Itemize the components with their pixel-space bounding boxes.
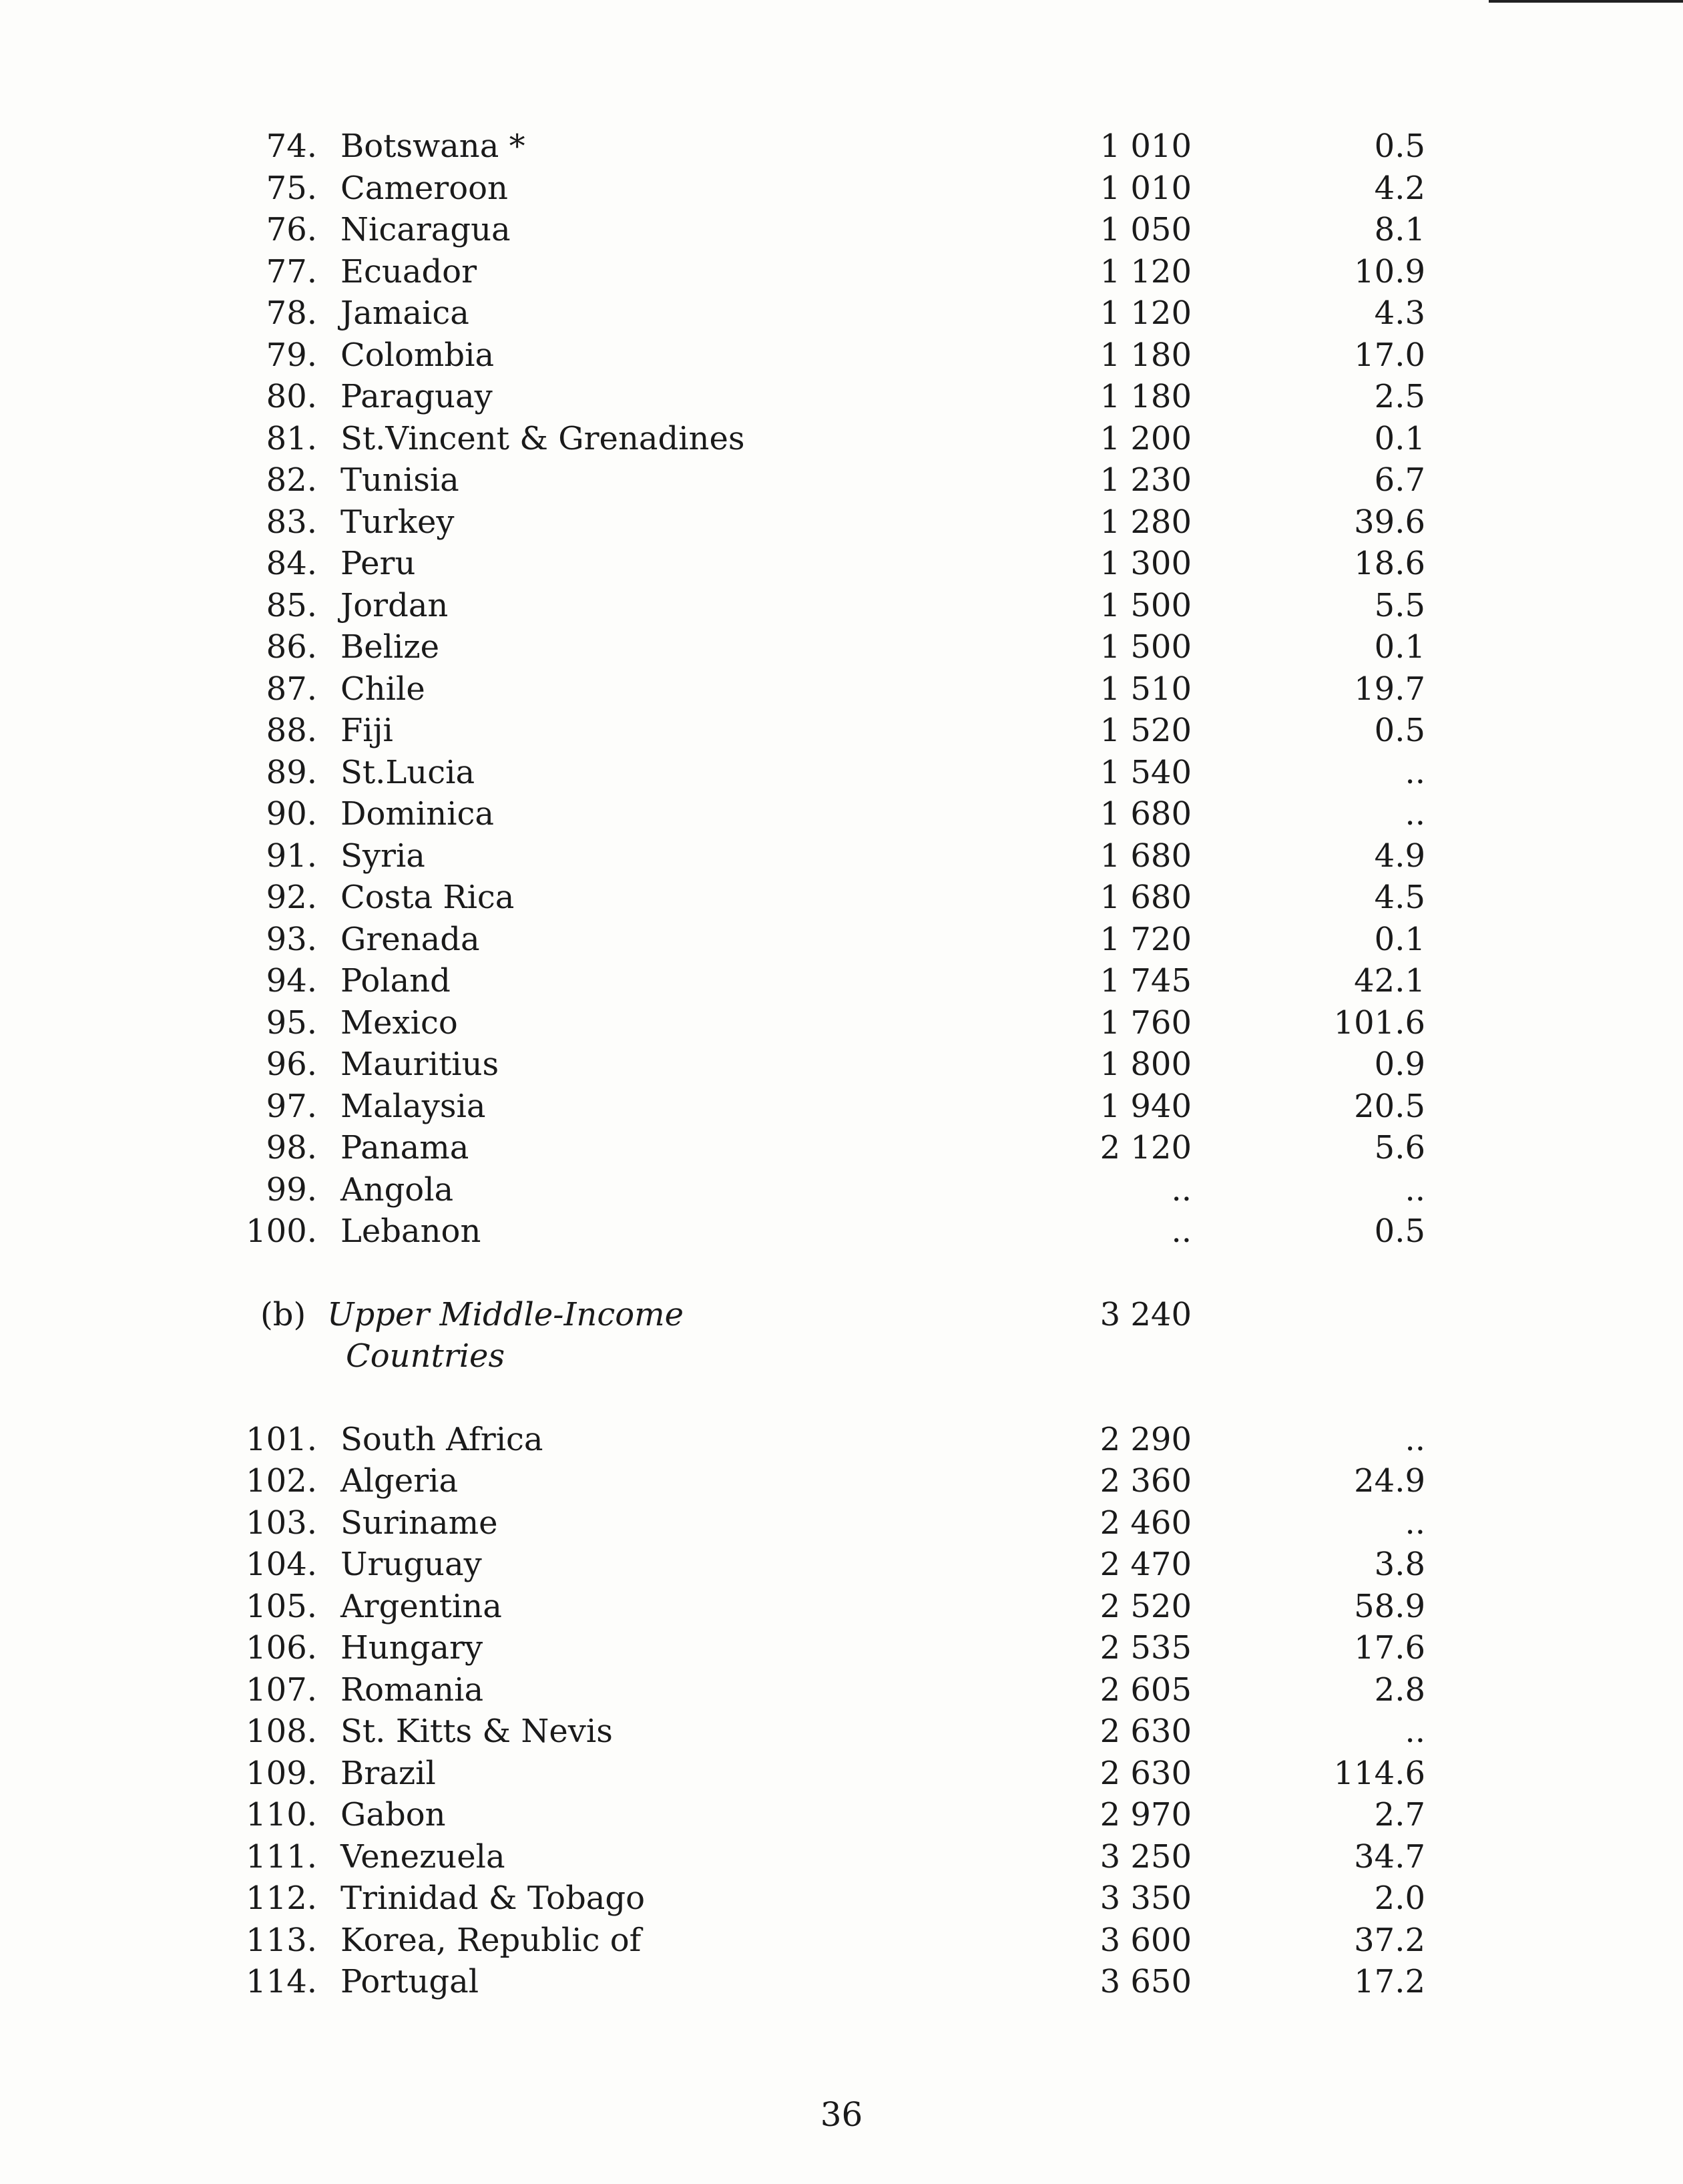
row-number: 97. [266, 1087, 317, 1125]
country-name: Tunisia [340, 461, 459, 499]
gnp-per-capita: 1 520 [1100, 712, 1192, 749]
country-name: South Africa [340, 1420, 543, 1458]
population-value: 8.1 [1374, 211, 1425, 248]
row-number: 104. [246, 1546, 317, 1583]
country-name: Mexico [340, 1004, 458, 1042]
table-row [240, 209, 1425, 251]
gnp-per-capita: 1 680 [1100, 837, 1192, 875]
table-row [240, 1211, 1425, 1253]
table-row [240, 668, 1425, 710]
country-name: Peru [340, 545, 416, 582]
gnp-per-capita: 1 940 [1100, 1087, 1192, 1125]
row-number: 113. [246, 1921, 317, 1959]
lower-middle-income-rows [240, 126, 1425, 1253]
row-number: 76. [266, 211, 317, 248]
population-value: .. [1405, 753, 1425, 791]
population-value: 6.7 [1374, 461, 1425, 499]
table-row [240, 1127, 1425, 1169]
table-row [240, 543, 1425, 585]
country-name: Poland [340, 962, 451, 1000]
gnp-per-capita: 1 720 [1100, 920, 1192, 958]
table-row [240, 1920, 1425, 1962]
country-name: Chile [340, 670, 425, 708]
table-row [240, 168, 1425, 210]
table-row [240, 1836, 1425, 1878]
table-row [240, 960, 1425, 1002]
row-number: 92. [266, 879, 317, 916]
gnp-per-capita: 1 050 [1100, 211, 1192, 248]
table-row [240, 1669, 1425, 1711]
country-name: Fiji [340, 712, 393, 749]
country-name: Botswana * [340, 128, 525, 165]
population-value: 0.1 [1374, 628, 1425, 666]
row-number: 105. [246, 1587, 317, 1625]
population-value: 0.5 [1374, 1213, 1425, 1250]
gnp-per-capita: 2 360 [1100, 1462, 1192, 1500]
table-row [240, 877, 1425, 919]
page-number: 36 [820, 2095, 863, 2134]
gnp-per-capita: 1 745 [1100, 962, 1192, 1000]
country-name: Algeria [340, 1462, 459, 1500]
gnp-per-capita: 2 630 [1100, 1754, 1192, 1792]
row-number: 91. [266, 837, 317, 875]
gnp-per-capita: 1 010 [1100, 128, 1192, 165]
country-name: Uruguay [340, 1546, 482, 1583]
table-row [240, 1169, 1425, 1211]
gnp-per-capita: 1 800 [1100, 1046, 1192, 1083]
population-value: 2.0 [1374, 1880, 1425, 1917]
gnp-per-capita: 1 280 [1100, 503, 1192, 541]
section-gnp-value: 3 240 [1100, 1295, 1192, 1333]
row-number: 101. [246, 1420, 317, 1458]
gnp-per-capita: 1 120 [1100, 294, 1192, 332]
population-value: 42.1 [1354, 962, 1425, 1000]
gnp-per-capita: 2 535 [1100, 1629, 1192, 1667]
country-name: Jamaica [340, 294, 469, 332]
row-number: 79. [266, 336, 317, 374]
population-value: .. [1405, 1170, 1425, 1209]
section-title [327, 1294, 684, 1377]
population-value: 0.5 [1374, 712, 1425, 749]
row-number: 111. [246, 1837, 317, 1876]
population-value: 2.5 [1374, 378, 1425, 415]
gnp-per-capita: .. [1171, 1170, 1192, 1209]
table-row [240, 1086, 1425, 1128]
population-value: 3.8 [1374, 1546, 1425, 1583]
gnp-per-capita: 2 605 [1100, 1671, 1192, 1709]
country-name: Jordan [340, 586, 449, 624]
country-name: Hungary [340, 1629, 483, 1667]
population-value: 58.9 [1354, 1587, 1425, 1625]
country-name: Nicaragua [340, 211, 511, 248]
table-row [240, 1627, 1425, 1669]
row-number: 89. [266, 753, 317, 791]
row-number: 100. [246, 1213, 317, 1250]
population-value: 4.5 [1374, 879, 1425, 916]
country-name: Ecuador [340, 252, 477, 290]
population-value: 39.6 [1354, 503, 1425, 541]
row-number: 85. [266, 586, 317, 624]
population-value: 4.2 [1374, 169, 1425, 207]
table-row [240, 793, 1425, 835]
population-value: 24.9 [1354, 1462, 1425, 1500]
population-value: 4.3 [1374, 294, 1425, 332]
table-row [240, 1044, 1425, 1086]
country-name: Lebanon [340, 1213, 481, 1250]
population-value: 34.7 [1354, 1837, 1425, 1876]
country-name: Costa Rica [340, 879, 515, 916]
row-number: 77. [266, 252, 317, 290]
gnp-per-capita: 2 290 [1100, 1420, 1192, 1458]
table-row [240, 1544, 1425, 1586]
table-row [240, 418, 1425, 460]
gnp-per-capita: 3 250 [1100, 1837, 1192, 1876]
table-row [240, 251, 1425, 293]
row-number: 96. [266, 1046, 317, 1083]
row-number: 102. [246, 1462, 317, 1500]
row-number: 81. [266, 419, 317, 457]
country-name: Trinidad & Tobago [340, 1880, 646, 1917]
section-heading-upper-middle-income [240, 1294, 1282, 1377]
row-number: 82. [266, 461, 317, 499]
country-table [240, 126, 1425, 2003]
population-value: 0.9 [1374, 1046, 1425, 1083]
row-number: 98. [266, 1129, 317, 1166]
gnp-per-capita: 1 200 [1100, 419, 1192, 457]
country-name: Portugal [340, 1963, 479, 2000]
section-title-line-1: Upper Middle-Income [327, 1295, 684, 1333]
country-name: Venezuela [340, 1837, 505, 1876]
row-number: 107. [246, 1671, 317, 1709]
population-value: .. [1405, 795, 1425, 833]
row-number: 114. [246, 1963, 317, 2000]
row-number: 99. [266, 1170, 317, 1209]
population-value: 101.6 [1333, 1004, 1425, 1042]
gnp-per-capita: 1 120 [1100, 252, 1192, 290]
table-row [240, 1711, 1425, 1753]
section-spacer [240, 1377, 1282, 1419]
table-row [240, 1460, 1425, 1502]
table-row [240, 835, 1425, 877]
country-name: Suriname [340, 1504, 498, 1542]
population-value: .. [1405, 1420, 1425, 1458]
population-value: 2.8 [1374, 1671, 1425, 1709]
population-value: .. [1405, 1504, 1425, 1542]
country-name: Romania [340, 1671, 484, 1709]
country-name: St.Vincent & Grenadines [340, 419, 745, 457]
row-number: 106. [246, 1629, 317, 1667]
country-name: St.Lucia [340, 753, 475, 791]
row-number: 88. [266, 712, 317, 749]
table-row [240, 1002, 1425, 1044]
country-name: St. Kitts & Nevis [340, 1713, 613, 1750]
gnp-per-capita: 2 520 [1100, 1587, 1192, 1625]
country-name: Panama [340, 1129, 469, 1166]
population-value: 0.1 [1374, 920, 1425, 958]
gnp-per-capita: 2 630 [1100, 1713, 1192, 1750]
population-value: 17.2 [1354, 1963, 1425, 2000]
country-name: Colombia [340, 336, 495, 374]
gnp-per-capita: 1 180 [1100, 378, 1192, 415]
section-spacer [240, 1253, 1282, 1294]
row-number: 103. [246, 1504, 317, 1542]
gnp-per-capita: 3 350 [1100, 1880, 1192, 1917]
country-name: Angola [340, 1170, 454, 1209]
table-row [240, 376, 1425, 418]
row-number: 83. [266, 503, 317, 541]
row-number: 90. [266, 795, 317, 833]
population-value: 10.9 [1354, 252, 1425, 290]
row-number: 95. [266, 1004, 317, 1042]
table-row [240, 1961, 1425, 2003]
gnp-per-capita: 1 180 [1100, 336, 1192, 374]
country-name: Mauritius [340, 1046, 499, 1083]
row-number: 110. [246, 1796, 317, 1833]
population-value: .. [1405, 1713, 1425, 1750]
country-name: Paraguay [340, 378, 493, 415]
country-name: Malaysia [340, 1087, 486, 1125]
row-number: 75. [266, 169, 317, 207]
country-name: Dominica [340, 795, 495, 833]
gnp-per-capita: 2 460 [1100, 1504, 1192, 1542]
table-row [240, 585, 1425, 627]
table-row [240, 1502, 1425, 1544]
country-name: Grenada [340, 920, 480, 958]
table-row [240, 626, 1425, 668]
upper-middle-income-rows [240, 1419, 1425, 2003]
population-value: 5.5 [1374, 586, 1425, 624]
table-row [240, 710, 1425, 752]
population-value: 20.5 [1354, 1087, 1425, 1125]
gnp-per-capita: 1 300 [1100, 545, 1192, 582]
country-name: Brazil [340, 1754, 436, 1792]
country-name: Gabon [340, 1796, 446, 1833]
section-title-line-2: Countries [346, 1337, 505, 1375]
gnp-per-capita: 1 510 [1100, 670, 1192, 708]
row-number: 109. [246, 1754, 317, 1792]
population-value: 19.7 [1354, 670, 1425, 708]
gnp-per-capita: 1 500 [1100, 628, 1192, 666]
row-number: 78. [266, 294, 317, 332]
gnp-per-capita: 1 540 [1100, 753, 1192, 791]
population-value: 17.6 [1354, 1629, 1425, 1667]
table-row [240, 1753, 1425, 1795]
gnp-per-capita: 1 230 [1100, 461, 1192, 499]
gnp-per-capita: 2 970 [1100, 1796, 1192, 1833]
gnp-per-capita: 1 010 [1100, 169, 1192, 207]
row-number: 87. [266, 670, 317, 708]
row-number: 84. [266, 545, 317, 582]
country-name: Korea, Republic of [340, 1921, 642, 1959]
country-name: Turkey [340, 503, 455, 541]
population-value: 2.7 [1374, 1796, 1425, 1833]
population-value: 0.1 [1374, 419, 1425, 457]
population-value: 17.0 [1354, 336, 1425, 374]
gnp-per-capita: 2 120 [1100, 1129, 1192, 1166]
gnp-per-capita: 1 680 [1100, 879, 1192, 916]
top-edge-rule [1489, 0, 1683, 3]
row-number: 80. [266, 378, 317, 415]
table-row [240, 292, 1425, 335]
table-row [240, 919, 1425, 961]
row-number: 74. [266, 128, 317, 165]
table-row [240, 1419, 1425, 1461]
gnp-per-capita: 3 600 [1100, 1921, 1192, 1959]
table-row [240, 1878, 1425, 1920]
population-value: 18.6 [1354, 545, 1425, 582]
population-value: 0.5 [1374, 128, 1425, 165]
table-row [240, 459, 1425, 501]
country-name: Cameroon [340, 169, 508, 207]
gnp-per-capita: .. [1171, 1213, 1192, 1250]
row-number: 108. [246, 1713, 317, 1750]
gnp-per-capita: 3 650 [1100, 1963, 1192, 2000]
country-name: Argentina [340, 1587, 502, 1625]
table-row [240, 752, 1425, 794]
section-label: (b) [260, 1295, 306, 1333]
row-number: 93. [266, 920, 317, 958]
population-value: 37.2 [1354, 1921, 1425, 1959]
population-value: 5.6 [1374, 1129, 1425, 1166]
row-number: 94. [266, 962, 317, 1000]
table-row [240, 1794, 1425, 1836]
gnp-per-capita: 1 500 [1100, 586, 1192, 624]
country-name: Syria [340, 837, 425, 875]
table-row [240, 335, 1425, 377]
gnp-per-capita: 2 470 [1100, 1546, 1192, 1583]
row-number: 112. [246, 1880, 317, 1917]
population-value: 114.6 [1333, 1754, 1425, 1792]
population-value: 4.9 [1374, 837, 1425, 875]
country-name: Belize [340, 628, 440, 666]
table-row [240, 126, 1425, 168]
row-number: 86. [266, 628, 317, 666]
gnp-per-capita: 1 760 [1100, 1004, 1192, 1042]
table-row [240, 1586, 1425, 1628]
table-row [240, 501, 1425, 543]
gnp-per-capita: 1 680 [1100, 795, 1192, 833]
